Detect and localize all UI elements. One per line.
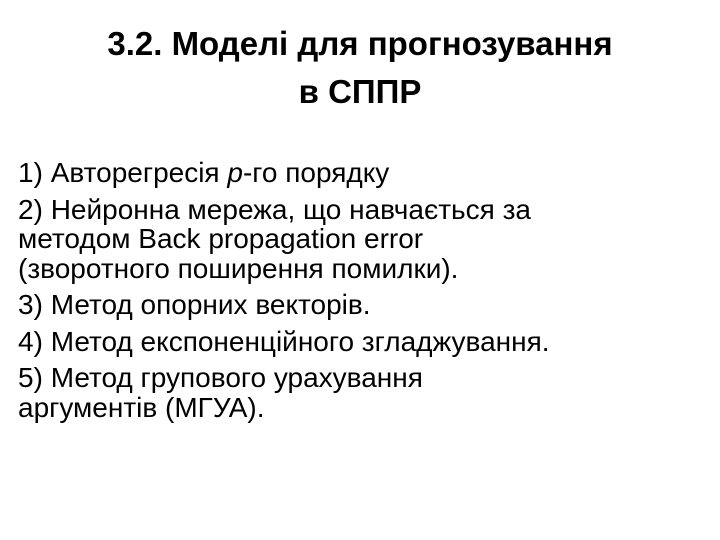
- list-item: [18, 158, 713, 188]
- item-text: Метод експоненційного згладжування.: [50, 325, 550, 357]
- item-text-line-2: аргументів (МГУА).: [18, 391, 265, 423]
- list-item: [18, 327, 713, 357]
- item-text-line-3: (зворотного поширення помилки).: [18, 252, 459, 284]
- item-number: 2): [18, 193, 51, 225]
- item-text-line-1: Метод групового урахування: [50, 362, 423, 393]
- title-line-2: в СППР: [298, 73, 422, 110]
- title-line-1: 3.2. Моделі для прогнозування: [107, 25, 613, 62]
- item-italic-p: p: [227, 157, 243, 188]
- list-item: [18, 195, 713, 284]
- item-number: 1): [18, 157, 51, 188]
- list-item: [18, 363, 713, 422]
- item-text: Метод опорних векторів.: [50, 289, 371, 320]
- item-number: 3): [18, 289, 51, 320]
- models-list: [18, 158, 713, 429]
- item-text-line-2: методом Back propagation error: [18, 223, 424, 254]
- item-number: 4): [18, 325, 51, 357]
- list-item: [18, 290, 713, 320]
- item-text: -го порядку: [242, 157, 390, 188]
- slide-title: [0, 20, 720, 116]
- item-text-line-1: Нейронна мережа, що навчається за: [50, 193, 531, 225]
- item-number: 5): [18, 362, 51, 393]
- item-text: Авторегресія: [50, 157, 228, 188]
